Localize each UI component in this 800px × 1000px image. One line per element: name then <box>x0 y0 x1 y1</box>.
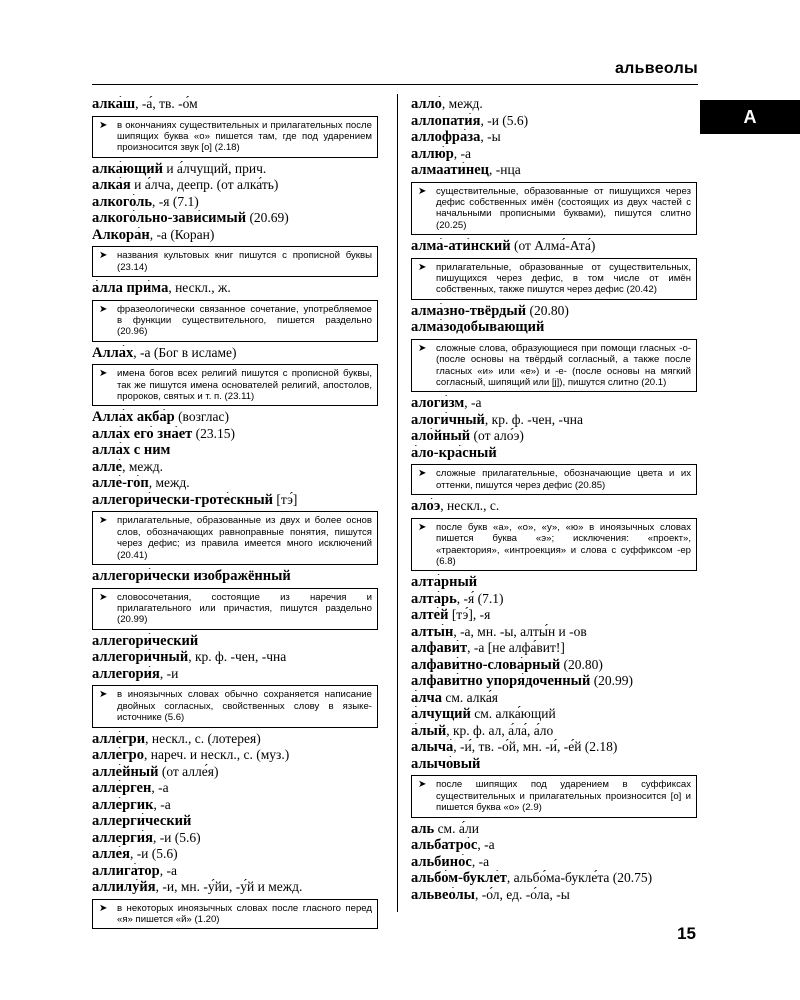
rule-note <box>92 364 378 406</box>
entry-details: , -а, мн. -ы, алты́н и -ов <box>453 623 587 639</box>
headword: ало́йный <box>411 428 471 445</box>
headword: алта́рный <box>411 574 478 591</box>
entry-details: (от алле́я) <box>158 763 219 779</box>
headword: алка́ш <box>92 96 136 112</box>
headword: алыча́ <box>411 739 454 756</box>
entry-details: и а́лчущий, прич. <box>162 160 267 176</box>
entry-details: (20.99) <box>590 673 634 689</box>
headword: алфави́тно упоря́доченный <box>411 673 591 690</box>
dictionary-entry <box>92 830 378 847</box>
headword: алле́ргик <box>92 796 154 813</box>
headword: аллегори́я <box>92 665 160 682</box>
header-rule <box>92 84 698 85</box>
pointer-arrow-icon: ➤ <box>99 250 108 262</box>
entry-details: и а́лча, деепр. (от алка́ть) <box>130 177 279 193</box>
entry-details: , -а <box>153 796 171 812</box>
dictionary-entry <box>411 412 697 429</box>
headword: алта́рь <box>411 590 457 607</box>
headword: аллерги́я <box>92 829 153 846</box>
headword: алты́н <box>411 623 454 640</box>
rule-note-text: после букв «а», «о», «у», «ю» в иноязычных словах пишется буква «э»; исключения: «проект», «траектория», «интроекция» и слова с суффиксом -ер (6.8) <box>436 521 691 567</box>
entry-details: [тэ́], -я <box>448 607 491 623</box>
dictionary-entry <box>411 739 697 756</box>
rule-note-text: имена богов всех религий пишутся с прописной буквы, так же пишутся имена основателей религий, апостолов, пророков, святых и т. п. (23.11) <box>117 368 372 403</box>
entry-details: , -а́, тв. -о́м <box>135 96 198 111</box>
headword: алла́х с ним <box>92 442 171 459</box>
headword: альбатро́с <box>411 837 478 854</box>
dictionary-entry <box>92 442 378 459</box>
dictionary-entry <box>411 640 697 657</box>
rule-note <box>92 899 378 930</box>
rule-note-text: прилагательные, образованные из двух и более основ слов, обозначающих равноправные понятия, пишутся через дефис; из правила имеется много исключений (20.41) <box>117 515 372 561</box>
entry-details: , нескл., ж. <box>168 280 231 296</box>
dictionary-entry <box>92 459 378 476</box>
pointer-arrow-icon: ➤ <box>99 902 108 914</box>
dictionary-entry <box>92 797 378 814</box>
entry-details: см. алка́я <box>441 689 499 705</box>
entry-details: , -и <box>159 665 179 681</box>
letter-tab: А <box>700 100 800 134</box>
entry-details: , -и (5.6) <box>480 112 529 128</box>
headword: аллегори́чный <box>92 649 189 666</box>
dictionary-entry <box>411 129 697 146</box>
headword: алма́зно-твёрдый <box>411 302 527 319</box>
headword: алла́х его́ зна́ет <box>92 425 193 442</box>
dictionary-entry <box>92 813 378 830</box>
entry-details: , межд. <box>441 96 483 111</box>
rule-note-text: после шипящих под ударением в суффиксах существительных и прилагательных произносится [о] и пишется буква «о» (2.9) <box>436 779 691 814</box>
headword: ало́э <box>411 498 441 515</box>
entry-details: , -о́л, ед. -о́ла, -ы <box>474 886 570 902</box>
entry-details: , -а <box>477 837 495 853</box>
dictionary-entry <box>92 666 378 683</box>
headword: альбино́с <box>411 853 472 870</box>
headword: аллопати́я <box>411 112 481 129</box>
headword: аллерги́ческий <box>92 813 192 830</box>
headword: альвео́лы <box>411 886 475 903</box>
rule-note <box>411 518 697 572</box>
pointer-arrow-icon: ➤ <box>418 185 427 197</box>
entry-details: , -а (Бог в исламе) <box>133 344 237 360</box>
dictionary-entry <box>92 879 378 896</box>
entry-details: , -а <box>471 853 490 869</box>
headword: а́лчущий <box>411 706 471 723</box>
headword: алычо́вый <box>411 755 481 772</box>
dictionary-entry <box>92 846 378 863</box>
rule-note-text: прилагательные, образованные от существительных, пишущихся через дефис, в том числе от имён собственных, также пишутся через дефис (20.42) <box>436 261 691 296</box>
dictionary-entry <box>92 492 378 509</box>
headword: а́ло-кра́сный <box>411 444 497 461</box>
rule-note <box>92 300 378 342</box>
rule-note <box>411 464 697 495</box>
page-number: 15 <box>677 924 696 943</box>
rule-note-text: названия культовых книг пишутся с прописной буквы (23.14) <box>117 250 372 273</box>
pointer-arrow-icon: ➤ <box>99 591 108 603</box>
dictionary-entry <box>411 146 697 163</box>
dictionary-entry <box>411 162 697 179</box>
headword: алле́гро <box>92 747 144 764</box>
dictionary-entry <box>411 607 697 624</box>
headword: алкого́льно-зави́симый <box>92 210 247 227</box>
entry-details: , межд. <box>122 458 163 474</box>
entry-details: , нескл., с. <box>440 498 500 514</box>
dictionary-entry <box>92 96 378 113</box>
dictionary-entry <box>411 445 697 462</box>
dictionary-entry <box>92 747 378 764</box>
headword: аль <box>411 820 435 837</box>
entry-details: (20.69) <box>246 210 289 226</box>
entry-details: (20.80) <box>526 302 569 318</box>
headword: аллилу́йя <box>92 879 156 896</box>
rule-note <box>411 182 697 236</box>
entry-details: , -и (5.6) <box>152 829 201 845</box>
dictionary-entry <box>411 887 697 904</box>
entry-details: , -а <box>151 780 169 796</box>
pointer-arrow-icon: ➤ <box>418 468 427 480</box>
dictionary-entry <box>411 498 697 515</box>
entry-details: , -а [не алфа́вит!] <box>467 640 565 656</box>
pointer-arrow-icon: ➤ <box>99 303 108 315</box>
rule-note <box>92 588 378 630</box>
entry-details: , кр. ф. ал, а́ла́, а́ло <box>446 722 554 738</box>
dictionary-entry <box>411 574 697 591</box>
entry-details: , -а <box>159 862 177 878</box>
entry-details: , альбо́ма-букле́та (20.75) <box>506 870 653 886</box>
headword: аллига́тор <box>92 862 160 879</box>
dictionary-entry <box>411 870 697 887</box>
pointer-arrow-icon: ➤ <box>99 515 108 527</box>
entry-details: , -ы <box>480 129 501 144</box>
dictionary-entry <box>92 475 378 492</box>
dictionary-entry <box>411 96 697 113</box>
rule-note-text: сложные прилагательные, обозначающие цвета и их оттенки, пишутся через дефис (20.85) <box>436 468 691 491</box>
dictionary-entry <box>92 633 378 650</box>
headword: а́лла при́ма <box>92 280 169 297</box>
dictionary-entry <box>411 428 697 445</box>
dictionary-entry <box>92 764 378 781</box>
entry-details: , -а (Коран) <box>149 226 215 242</box>
entry-details: (от Алма́-Ата́) <box>510 238 596 254</box>
headword: а́лча <box>411 689 442 706</box>
running-head: альвеолы <box>614 60 698 77</box>
pointer-arrow-icon: ➤ <box>99 689 108 701</box>
dictionary-entry <box>92 426 378 443</box>
dictionary-entry <box>92 280 378 297</box>
dictionary-entry <box>411 657 697 674</box>
entry-details: , -и́, тв. -о́й, мн. -и́, -е́й (2.18) <box>453 739 618 755</box>
headword: Алла́х акба́р <box>92 409 175 426</box>
dictionary-entry <box>411 624 697 641</box>
headword: аллегори́ческий <box>92 632 199 649</box>
pointer-arrow-icon: ➤ <box>418 779 427 791</box>
entry-details: , -нца <box>489 162 521 177</box>
rule-note <box>411 258 697 300</box>
rule-note-text: фразеологически связанное сочетание, употребляемое в функции существительного, пишется раздельно (20.96) <box>117 303 372 338</box>
headword: алле́гри <box>92 730 146 747</box>
pointer-arrow-icon: ➤ <box>418 261 427 273</box>
entry-details: , кр. ф. -чен, -чна <box>188 649 287 665</box>
entry-details: , -я (7.1) <box>152 193 199 209</box>
headword: алле́йный <box>92 763 159 780</box>
headword: алфави́т <box>411 640 468 657</box>
rule-note <box>92 511 378 565</box>
headword: алло́ <box>411 96 442 112</box>
dictionary-entry <box>92 345 378 362</box>
headword: аллю́р <box>411 145 454 162</box>
pointer-arrow-icon: ➤ <box>418 342 427 354</box>
headword: алоги́зм <box>411 395 465 412</box>
dictionary-entry <box>411 113 697 130</box>
dictionary-entry <box>411 706 697 723</box>
left-column <box>92 96 378 932</box>
headword: альбо́м-букле́т <box>411 870 507 887</box>
headword: алма́-ати́нский <box>411 238 511 255</box>
dictionary-entry <box>411 591 697 608</box>
entry-details: , -и (5.6) <box>129 846 178 862</box>
rule-note <box>92 246 378 277</box>
entry-details: , кр. ф. -чен, -чна <box>484 411 583 427</box>
entry-details: , межд. <box>148 475 190 491</box>
dictionary-entry <box>92 227 378 244</box>
headword: алте́й <box>411 607 449 624</box>
pointer-arrow-icon: ➤ <box>99 368 108 380</box>
dictionary-entry <box>92 409 378 426</box>
headword: алфави́тно-слова́рный <box>411 656 561 673</box>
rule-note <box>411 339 697 393</box>
dictionary-entry <box>411 854 697 871</box>
column-divider <box>397 94 398 912</box>
headword: алка́я <box>92 177 131 194</box>
dictionary-entry <box>411 690 697 707</box>
headword: алкого́ль <box>92 193 153 210</box>
rule-note-text: в некоторых иноязычных словах после гласного перед «я» пишется «й» (1.20) <box>117 902 372 925</box>
headword: алле́ <box>92 458 123 475</box>
dictionary-entry <box>411 723 697 740</box>
dictionary-entry <box>411 837 697 854</box>
headword: аллегори́чески изображённый <box>92 568 291 585</box>
entry-details: см. а́ли <box>434 820 479 836</box>
dictionary-entry <box>411 821 697 838</box>
dictionary-entry <box>411 395 697 412</box>
rule-note-text: сложные слова, образующиеся при помощи гласных -о- (после основы на твёрдый согласный, а также после гласных «и» или «е») и -е- (после основы на мягкий согласный, шипящий или [j]), пишутся слитно (20.1) <box>436 342 691 389</box>
rule-note <box>92 685 378 727</box>
dictionary-entry <box>92 177 378 194</box>
dictionary-entry <box>92 649 378 666</box>
headword: алле́-го́п <box>92 475 149 492</box>
entry-details: , -а <box>464 395 482 411</box>
dictionary-entry <box>92 780 378 797</box>
pointer-arrow-icon: ➤ <box>99 119 108 131</box>
headword: алма́зодобывающий <box>411 319 545 336</box>
rule-note <box>411 775 697 817</box>
headword: алле́я <box>92 846 130 863</box>
dictionary-entry <box>92 731 378 748</box>
rule-note-text: в окончаниях существительных и прилагательных после шипящих буква «о» пишется там, где под ударением произносится звук [о] (2.18) <box>117 119 372 154</box>
headword: алоги́чный <box>411 411 485 428</box>
headword: алмаати́нец <box>411 162 490 178</box>
entry-details: , -и, мн. -у́йи, -у́й и межд. <box>155 879 303 895</box>
dictionary-entry <box>92 863 378 880</box>
headword: алле́рген <box>92 780 152 797</box>
headword: а́лый <box>411 722 447 739</box>
dictionary-entry <box>92 194 378 211</box>
rule-note-text: словосочетания, состоящие из наречия и прилагательного или причастия, пишутся раздельно (20.99) <box>117 591 372 626</box>
entry-details: , -а <box>453 145 472 161</box>
dictionary-entry <box>411 238 697 255</box>
right-column <box>411 96 697 903</box>
dictionary-entry <box>411 319 697 336</box>
headword: аллегори́чески-гроте́скный <box>92 491 274 508</box>
rule-note-text: в иноязычных словах обычно сохраняется написание двойных согласных, свойственных слову в языке-источнике (5.6) <box>117 689 372 724</box>
dictionary-entry <box>411 673 697 690</box>
pointer-arrow-icon: ➤ <box>418 521 427 533</box>
entry-details: , нескл., с. (лотерея) <box>145 730 261 746</box>
entry-details: , -я́ (7.1) <box>456 590 504 606</box>
headword: аллофра́за <box>411 129 481 145</box>
entry-details: , нареч. и нескл., с. (муз.) <box>143 747 290 763</box>
entry-details: см. алка́ющий <box>470 706 556 722</box>
headword: Алла́х <box>92 344 134 361</box>
entry-details: (от ало́э) <box>470 428 524 444</box>
rule-note-text: существительные, образованные от пишущихся через дефис собственных имён (состоящих из двух частей с начальными прописными буквами), пишутся слитно (20.25) <box>436 185 691 231</box>
entry-details: (возглас) <box>174 409 229 425</box>
entry-details: (23.15) <box>192 425 236 441</box>
rule-note <box>92 116 378 158</box>
dictionary-entry <box>411 303 697 320</box>
headword: Алкора́н <box>92 226 150 243</box>
headword: алка́ющий <box>92 160 163 177</box>
dictionary-entry <box>411 756 697 773</box>
dictionary-entry <box>92 161 378 178</box>
entry-details: [тэ́] <box>273 491 298 507</box>
dictionary-entry <box>92 568 378 585</box>
entry-details: (20.80) <box>560 656 603 672</box>
dictionary-entry <box>92 210 378 227</box>
